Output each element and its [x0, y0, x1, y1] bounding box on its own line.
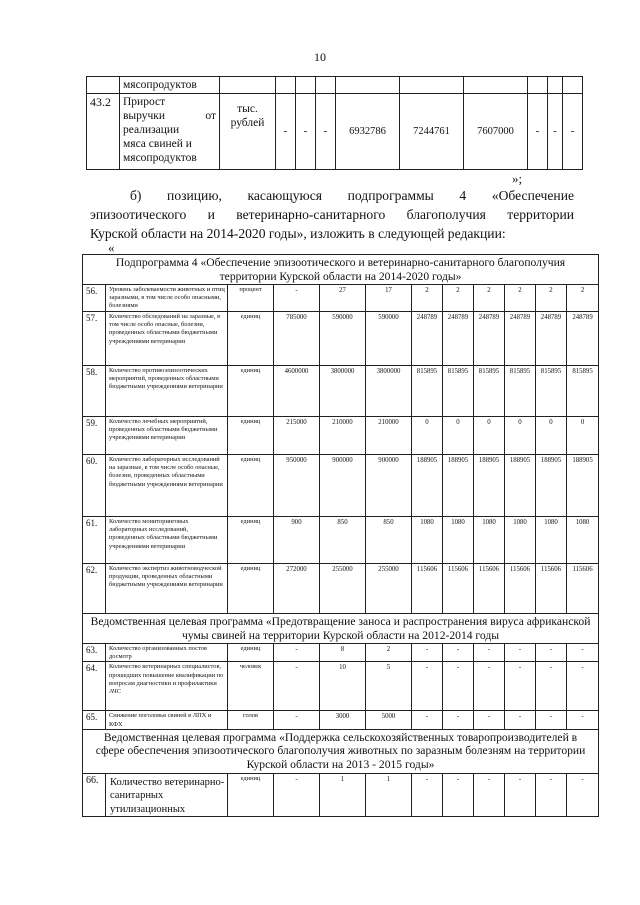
- row-number: 64.: [83, 662, 106, 711]
- indicator-name: Количество мониторинговых лабораторных исследований, проведенных областными бюджетными учреждениями ветеринарии: [106, 517, 228, 564]
- row-number: 56.: [83, 285, 106, 312]
- program-title: Ведомственная целевая программа «Предотвращение заноса и распространения вируса африканской чумы свиней на территории Курской области на 2012-2014 годы: [83, 614, 599, 644]
- subprogram-title-row: [83, 255, 599, 285]
- indicator-name-line: мяса свиней и: [123, 138, 192, 150]
- value-cell: -: [443, 773, 474, 817]
- value-cell: 0: [505, 417, 536, 455]
- value-cell: -: [274, 711, 320, 729]
- value-cell: 590000: [320, 312, 366, 366]
- value-cell: 815895: [536, 366, 567, 417]
- value-cell: -: [536, 711, 567, 729]
- row-number: 59.: [83, 417, 106, 455]
- value-cell: 815895: [412, 366, 443, 417]
- indicator-name: Количество лабораторных исследований на заразные, в том числе особо опасные, болезни, проведенных областными бюджетными учреждениями ветеринарии: [106, 455, 228, 517]
- unit-cell: единиц: [228, 773, 274, 817]
- value-cell: -: [274, 773, 320, 817]
- value-cell: 815895: [505, 366, 536, 417]
- value-cell: -: [443, 711, 474, 729]
- table-row: [83, 644, 599, 662]
- indicator-name-line: Прирост: [123, 96, 166, 108]
- value-cell: 0: [567, 417, 599, 455]
- value-cell: 188905: [474, 455, 505, 517]
- value-cell: 2: [443, 285, 474, 312]
- paragraph-line: Курской области на 2014-2020 годы», изложить в следующей редакции:: [90, 226, 506, 241]
- table-row: [83, 517, 599, 564]
- value-cell: -: [412, 644, 443, 662]
- value-cell: 3800000: [320, 366, 366, 417]
- value-cell: 0: [474, 417, 505, 455]
- value-cell: 115606: [474, 564, 505, 614]
- unit-cell: [220, 94, 276, 170]
- value-cell: -: [567, 773, 599, 817]
- value-cell: -: [567, 711, 599, 729]
- value-cell: 815895: [443, 366, 474, 417]
- value-cell: 115606: [505, 564, 536, 614]
- value-cell: 17: [366, 285, 412, 312]
- value-cell: -: [536, 662, 567, 711]
- value-cell: -: [505, 662, 536, 711]
- indicators-table: [82, 254, 599, 817]
- value-cell: -: [563, 94, 583, 170]
- value-cell: -: [443, 662, 474, 711]
- value-cell: -: [296, 94, 316, 170]
- unit-cell: единиц: [228, 455, 274, 517]
- table-row: [83, 773, 599, 817]
- table-row: [83, 711, 599, 729]
- row-number: 62.: [83, 564, 106, 614]
- cell: [276, 77, 296, 94]
- cell: [548, 77, 563, 94]
- value-cell: 1080: [474, 517, 505, 564]
- value-cell: 210000: [366, 417, 412, 455]
- row-number: 60.: [83, 455, 106, 517]
- value-cell: 188905: [443, 455, 474, 517]
- value-cell: 248789: [536, 312, 567, 366]
- value-cell: -: [443, 644, 474, 662]
- value-cell: 0: [443, 417, 474, 455]
- value-cell: 115606: [412, 564, 443, 614]
- row-number: 66.: [83, 773, 106, 817]
- value-cell: 2: [412, 285, 443, 312]
- program-title-row: [83, 614, 599, 644]
- top-table: [86, 76, 583, 170]
- row-number: 61.: [83, 517, 106, 564]
- value-cell: -: [474, 662, 505, 711]
- cell: [87, 77, 120, 94]
- unit-cell: единиц: [228, 644, 274, 662]
- cell: [296, 77, 316, 94]
- value-cell: -: [316, 94, 336, 170]
- value-cell: -: [276, 94, 296, 170]
- value-cell: 2: [474, 285, 505, 312]
- value-cell: 1: [320, 773, 366, 817]
- value-cell: -: [474, 773, 505, 817]
- value-cell: 255000: [366, 564, 412, 614]
- paragraph-line: эпизоотического и ветеринарно-санитарного благополучия территории: [90, 207, 574, 222]
- value-cell: -: [528, 94, 548, 170]
- value-cell: 785000: [274, 312, 320, 366]
- value-cell: 248789: [567, 312, 599, 366]
- value-cell: -: [536, 644, 567, 662]
- indicator-name-line: реализации: [123, 124, 180, 136]
- value-cell: -: [274, 644, 320, 662]
- value-cell: 115606: [567, 564, 599, 614]
- value-cell: 7244761: [400, 94, 464, 170]
- value-cell: 590000: [366, 312, 412, 366]
- indicator-name-line: мясопродуктов: [123, 152, 197, 164]
- value-cell: 0: [536, 417, 567, 455]
- value-cell: 2: [505, 285, 536, 312]
- value-cell: -: [505, 773, 536, 817]
- value-cell: 115606: [443, 564, 474, 614]
- value-cell: 1080: [505, 517, 536, 564]
- indicator-name: Количество лечебных мероприятий, проведенных областными бюджетными учреждениями ветеринарии: [106, 417, 228, 455]
- value-cell: -: [567, 662, 599, 711]
- value-cell: 850: [366, 517, 412, 564]
- cell: [316, 77, 336, 94]
- unit-cell: единиц: [228, 366, 274, 417]
- cell: [563, 77, 583, 94]
- table-row: [83, 564, 599, 614]
- value-cell: 815895: [474, 366, 505, 417]
- value-cell: 0: [412, 417, 443, 455]
- unit-cell: процент: [228, 285, 274, 312]
- table-row: [83, 662, 599, 711]
- value-cell: 188905: [412, 455, 443, 517]
- value-cell: -: [412, 773, 443, 817]
- indicator-name: Уровень заболеваемости животных и птиц заразными, в том числе особо опасными, болезнями: [106, 285, 228, 312]
- value-cell: 2: [536, 285, 567, 312]
- value-cell: 3000: [320, 711, 366, 729]
- table-row: [83, 366, 599, 417]
- value-cell: -: [474, 711, 505, 729]
- value-cell: 248789: [474, 312, 505, 366]
- paragraph: [90, 186, 574, 243]
- indicator-name-tail: мясопродуктов: [120, 77, 220, 94]
- value-cell: 950000: [274, 455, 320, 517]
- value-cell: 6932786: [336, 94, 400, 170]
- value-cell: 10: [320, 662, 366, 711]
- value-cell: -: [274, 285, 320, 312]
- value-cell: 215000: [274, 417, 320, 455]
- unit-cell: единиц: [228, 517, 274, 564]
- opening-quote: «: [108, 240, 115, 255]
- program-title: Ведомственная целевая программа «Поддержка сельскохозяйственных товаропроизводителей в сфере обеспечения эпизоотического благополучия животных по заразным болезням на территории Курской области на 2013 - 2015 годы»: [83, 729, 599, 773]
- value-cell: 188905: [505, 455, 536, 517]
- table-row: [83, 417, 599, 455]
- unit-cell: голов: [228, 711, 274, 729]
- value-cell: -: [567, 644, 599, 662]
- value-cell: 3800000: [366, 366, 412, 417]
- indicator-name: Количество ветеринарных специалистов, прошедших повышение квалификации по вопросам диагностики и профилактики АЧС: [106, 662, 228, 711]
- value-cell: 2: [366, 644, 412, 662]
- subprogram-title: Подпрограмма 4 «Обеспечение эпизоотического и ветеринарно-санитарного благополучия территории Курской области на 2014-2020 годы»: [83, 255, 599, 285]
- value-cell: 272000: [274, 564, 320, 614]
- indicator-name: Количество экспертиз животноводческой продукции, проведенных областными бюджетными учреждениями ветеринарии: [106, 564, 228, 614]
- cell: [336, 77, 400, 94]
- value-cell: -: [274, 662, 320, 711]
- unit-line: тыс.: [237, 103, 258, 115]
- value-cell: -: [412, 662, 443, 711]
- table-row: [83, 312, 599, 366]
- value-cell: 115606: [536, 564, 567, 614]
- value-cell: 210000: [320, 417, 366, 455]
- cell: [400, 77, 464, 94]
- indicator-name: Количество ветеринарно-санитарных утилизационных: [106, 773, 228, 817]
- value-cell: 1080: [567, 517, 599, 564]
- unit-cell: единиц: [228, 312, 274, 366]
- row-number: 43.2: [87, 94, 120, 170]
- indicator-name: Снижение поголовья свиней в ЛПХ и КФХ: [106, 711, 228, 729]
- unit-cell: человек: [228, 662, 274, 711]
- value-cell: 248789: [443, 312, 474, 366]
- indicator-name: Количество противоэпизоотических мероприятий, проведенных областными бюджетными учреждениями ветеринарии: [106, 366, 228, 417]
- value-cell: -: [412, 711, 443, 729]
- value-cell: -: [505, 711, 536, 729]
- unit-line: рублей: [230, 117, 265, 129]
- cell: [464, 77, 528, 94]
- paragraph-line: б) позицию, касающуюся подпрограммы 4 «Обеспечение: [130, 188, 574, 203]
- program-title-row: [83, 729, 599, 773]
- row-number: 65.: [83, 711, 106, 729]
- value-cell: 8: [320, 644, 366, 662]
- value-cell: 900: [274, 517, 320, 564]
- row-number: 58.: [83, 366, 106, 417]
- value-cell: -: [536, 773, 567, 817]
- table-row: [83, 455, 599, 517]
- value-cell: 815895: [567, 366, 599, 417]
- value-cell: 248789: [412, 312, 443, 366]
- value-cell: 7607000: [464, 94, 528, 170]
- value-cell: 850: [320, 517, 366, 564]
- indicator-name: Количество обследований на заразные, в том числе особо опасные, болезни, проведенных областными бюджетными учреждениями ветеринарии: [106, 312, 228, 366]
- value-cell: -: [474, 644, 505, 662]
- cell: [220, 77, 276, 94]
- page-number: 10: [314, 50, 326, 64]
- indicator-name: Количество организованных постов досмотр: [106, 644, 228, 662]
- value-cell: 1: [366, 773, 412, 817]
- value-cell: -: [505, 644, 536, 662]
- row-number: 63.: [83, 644, 106, 662]
- value-cell: 5: [366, 662, 412, 711]
- indicator-name-line: выручки от: [123, 110, 216, 122]
- value-cell: 1080: [443, 517, 474, 564]
- value-cell: 27: [320, 285, 366, 312]
- value-cell: 188905: [567, 455, 599, 517]
- value-cell: -: [548, 94, 563, 170]
- row-number: 57.: [83, 312, 106, 366]
- cell: [528, 77, 548, 94]
- value-cell: 248789: [505, 312, 536, 366]
- unit-cell: единиц: [228, 564, 274, 614]
- value-cell: 2: [567, 285, 599, 312]
- value-cell: 1080: [412, 517, 443, 564]
- indicator-name: [120, 94, 220, 170]
- value-cell: 4600000: [274, 366, 320, 417]
- value-cell: 5000: [366, 711, 412, 729]
- unit-cell: единиц: [228, 417, 274, 455]
- value-cell: 1080: [536, 517, 567, 564]
- value-cell: 900000: [366, 455, 412, 517]
- closing-quote: »;: [512, 171, 523, 186]
- table-row: [83, 285, 599, 312]
- value-cell: 188905: [536, 455, 567, 517]
- value-cell: 255000: [320, 564, 366, 614]
- value-cell: 900000: [320, 455, 366, 517]
